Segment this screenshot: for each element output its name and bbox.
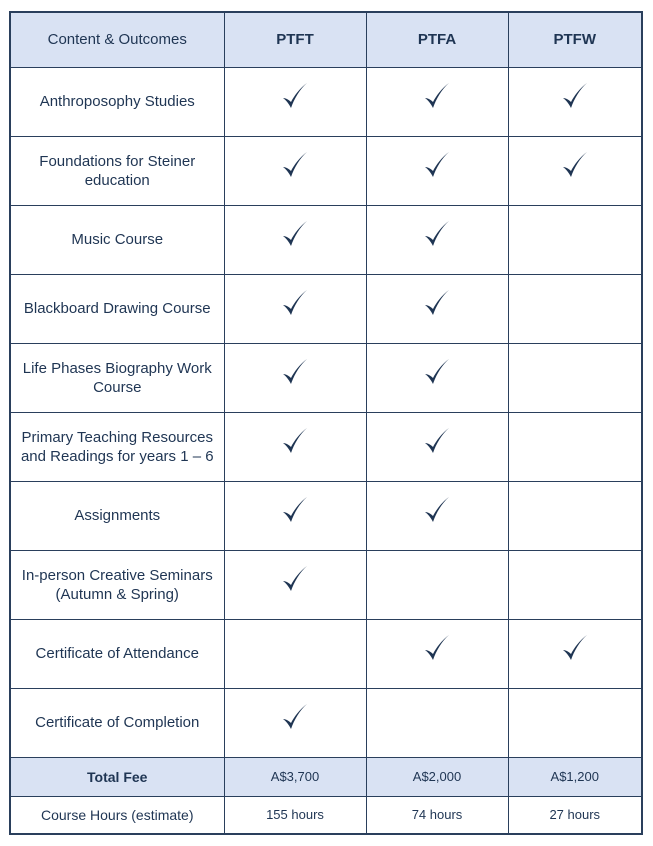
cell-ptft [224,412,366,481]
cell-ptfa [366,550,508,619]
total-fee-label: Total Fee [10,757,224,796]
cell-ptfa [366,688,508,757]
row-label: Foundations for Steiner education [10,136,224,205]
header-plan-ptfa: PTFA [366,12,508,67]
row-label: In-person Creative Seminars (Autumn & Spring) [10,550,224,619]
cell-ptft [224,205,366,274]
table-row [10,274,642,343]
check-icon [561,150,589,180]
cell-ptfw [508,688,642,757]
comparison-table [9,11,643,835]
table-row [10,205,642,274]
check-icon [423,426,451,456]
table-row [10,619,642,688]
check-icon [281,564,309,594]
table-row [10,67,642,136]
cell-ptft [224,67,366,136]
check-icon [281,426,309,456]
check-icon [281,702,309,732]
cell-ptfw [508,343,642,412]
cell-ptft [224,274,366,343]
cell-ptft [224,481,366,550]
header-row [10,12,642,67]
hours-ptfw: 27 hours [508,796,642,834]
row-label: Primary Teaching Resources and Readings for years 1 – 6 [10,412,224,481]
table-row [10,481,642,550]
header-plan-ptfw: PTFW [508,12,642,67]
hours-ptft: 155 hours [224,796,366,834]
check-icon [423,495,451,525]
fee-ptfw: A$1,200 [508,757,642,796]
check-icon [281,219,309,249]
table-row [10,688,642,757]
cell-ptfw [508,136,642,205]
course-hours-row [10,796,642,834]
course-hours-label: Course Hours (estimate) [10,796,224,834]
check-icon [423,219,451,249]
total-fee-row [10,757,642,796]
row-label: Blackboard Drawing Course [10,274,224,343]
cell-ptfw [508,205,642,274]
row-label: Life Phases Biography Work Course [10,343,224,412]
cell-ptft [224,343,366,412]
check-icon [281,81,309,111]
cell-ptfw [508,67,642,136]
check-icon [423,288,451,318]
cell-ptfw [508,550,642,619]
cell-ptft [224,550,366,619]
table-row [10,550,642,619]
row-label: Anthroposophy Studies [10,67,224,136]
check-icon [423,357,451,387]
check-icon [561,81,589,111]
table-row [10,412,642,481]
row-label: Assignments [10,481,224,550]
cell-ptft [224,619,366,688]
row-label: Certificate of Completion [10,688,224,757]
cell-ptfa [366,67,508,136]
header-content-outcomes: Content & Outcomes [10,12,224,67]
cell-ptfa [366,205,508,274]
fee-ptft: A$3,700 [224,757,366,796]
cell-ptfa [366,136,508,205]
check-icon [281,357,309,387]
cell-ptft [224,136,366,205]
check-icon [281,495,309,525]
hours-ptfa: 74 hours [366,796,508,834]
check-icon [423,633,451,663]
check-icon [281,288,309,318]
cell-ptfa [366,274,508,343]
fee-ptfa: A$2,000 [366,757,508,796]
row-label: Certificate of Attendance [10,619,224,688]
table-row [10,136,642,205]
cell-ptfw [508,412,642,481]
cell-ptfa [366,481,508,550]
row-label: Music Course [10,205,224,274]
cell-ptfw [508,481,642,550]
check-icon [423,150,451,180]
cell-ptfw [508,274,642,343]
cell-ptfa [366,343,508,412]
check-icon [561,633,589,663]
rows-body [10,67,642,757]
cell-ptft [224,688,366,757]
table-row [10,343,642,412]
check-icon [281,150,309,180]
check-icon [423,81,451,111]
cell-ptfa [366,412,508,481]
cell-ptfa [366,619,508,688]
cell-ptfw [508,619,642,688]
header-plan-ptft: PTFT [224,12,366,67]
